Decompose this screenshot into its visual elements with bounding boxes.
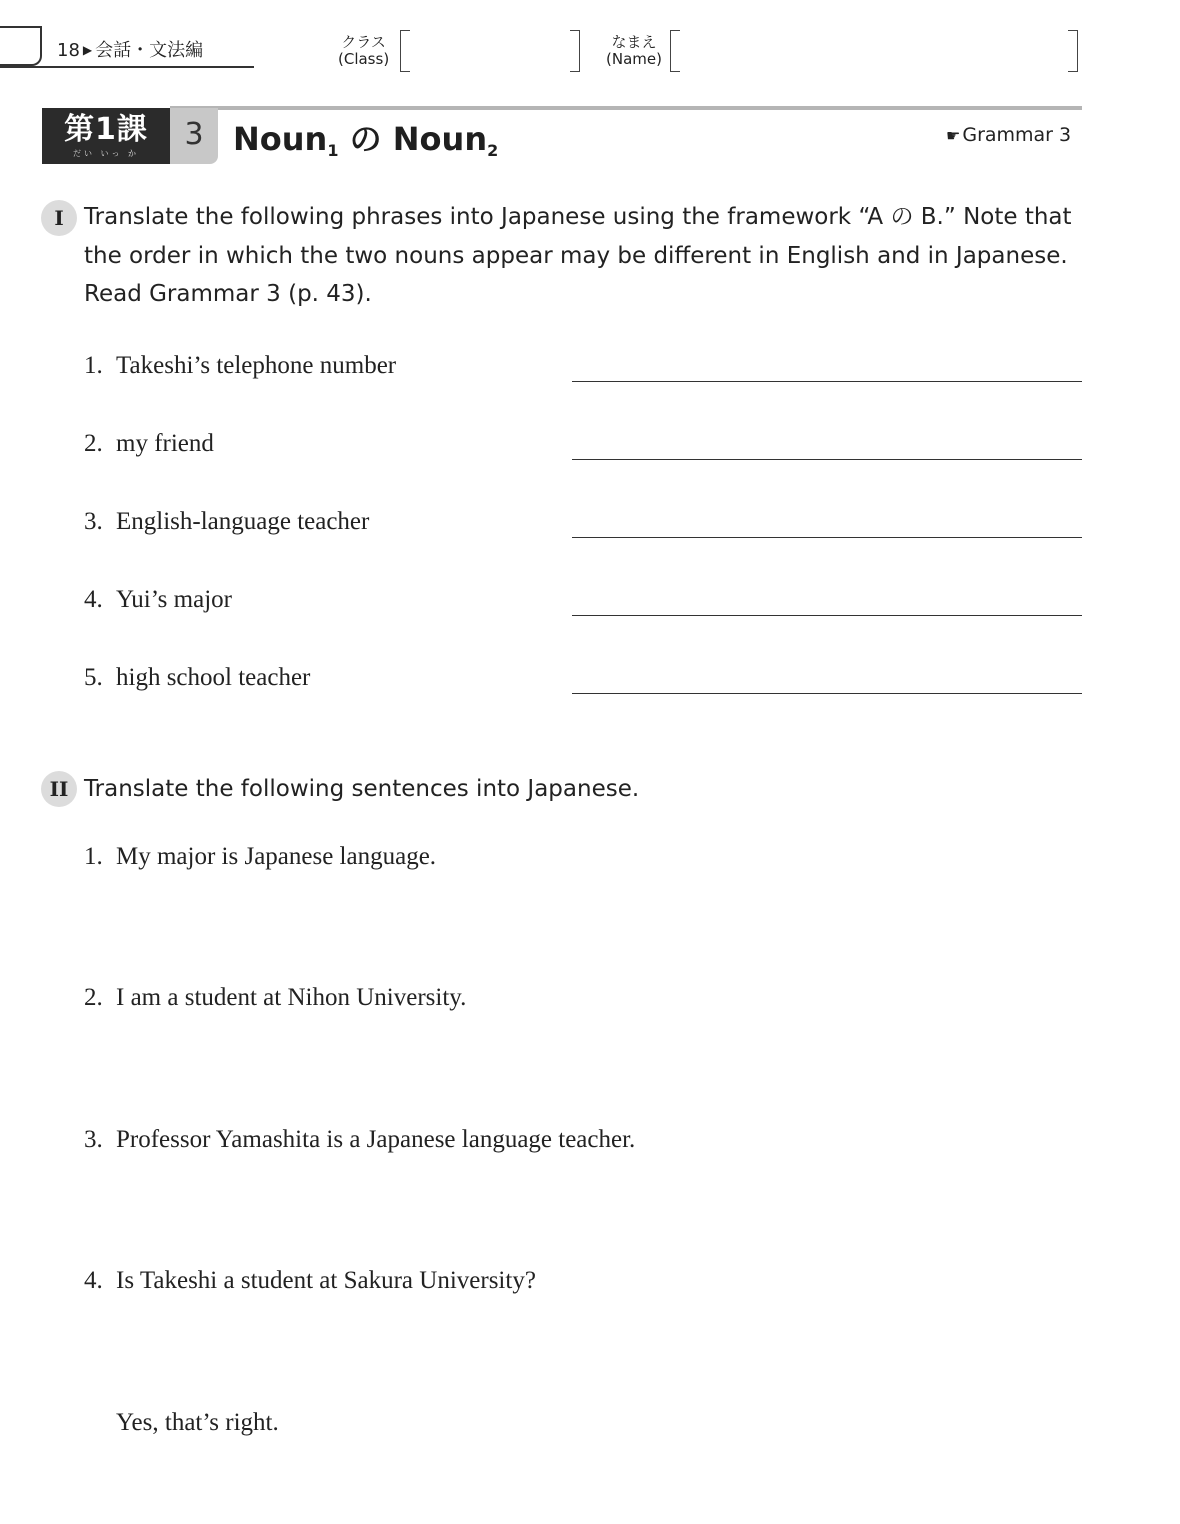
name-label-en: (Name) <box>606 50 662 68</box>
exercise1-instruction <box>84 198 1094 314</box>
page-tab-corner <box>0 26 42 66</box>
topic-particle: の <box>349 120 382 158</box>
item-number: 1. <box>84 843 103 870</box>
instruction-line: Read Grammar 3 (p. 43). <box>84 281 372 307</box>
topic-sub-b: 2 <box>487 141 499 160</box>
header-rule <box>170 106 1082 110</box>
answer-line[interactable] <box>572 459 1082 460</box>
item-text: My major is Japanese language. <box>116 843 437 870</box>
page-header <box>57 36 203 62</box>
class-label-en: (Class) <box>338 50 390 68</box>
topic-noun-a: Noun <box>233 120 328 158</box>
item-text: I am a student at Nihon University. <box>116 984 467 1011</box>
exercise2-numeral: II <box>41 771 77 807</box>
item-text: English-language teacher <box>116 508 370 535</box>
name-field-bracket-left <box>670 30 680 72</box>
exercise1-item <box>84 430 214 458</box>
item-text: Is Takeshi a student at Sakura University? <box>116 1267 536 1294</box>
item-number: 2. <box>84 984 103 1011</box>
name-field-bracket-right <box>1068 30 1078 72</box>
item-number: 1. <box>84 352 103 379</box>
item-number: 3. <box>84 508 103 535</box>
answer-line[interactable] <box>572 615 1082 616</box>
topic-sub-a: 1 <box>327 141 339 160</box>
exercise1-item <box>84 664 310 692</box>
exercise1-item <box>84 586 232 614</box>
class-label-jp: クラス <box>341 33 386 51</box>
exercise2-response: Yes, that’s right. <box>116 1409 279 1436</box>
answer-line[interactable] <box>572 537 1082 538</box>
section-title <box>233 114 498 160</box>
answer-line[interactable] <box>572 381 1082 382</box>
item-text: Yui’s major <box>116 586 232 613</box>
instruction-line: the order in which the two nouns appear may be different in English and in Japanese. <box>84 242 1068 269</box>
exercise1-item <box>84 352 396 380</box>
grammar-reference <box>946 124 1071 146</box>
exercise1-numeral: I <box>41 200 77 236</box>
grammar-ref-label: Grammar 3 <box>962 124 1072 146</box>
name-label <box>606 34 662 68</box>
section-number: 3 <box>170 108 218 164</box>
lesson-badge <box>42 108 170 164</box>
item-text: Takeshi’s telephone number <box>116 352 397 379</box>
name-label-jp: なまえ <box>611 33 657 51</box>
item-number: 4. <box>84 1267 103 1294</box>
arrow-icon: ▶ <box>82 43 93 57</box>
exercise1-item <box>84 508 369 536</box>
item-text: Professor Yamashita is a Japanese language teacher. <box>116 1126 636 1153</box>
lesson-title: 第1課 <box>64 112 148 147</box>
book-section: 会話・文法編 <box>95 40 204 61</box>
item-number: 2. <box>84 430 103 457</box>
exercise2-item <box>84 984 466 1012</box>
exercise2-item <box>84 1267 536 1295</box>
class-label <box>338 34 389 68</box>
item-text: my friend <box>116 430 214 457</box>
class-field-bracket-right <box>570 30 580 72</box>
page-number: 18 <box>57 40 80 61</box>
exercise2-item <box>84 1126 635 1154</box>
item-text: high school teacher <box>116 664 311 691</box>
class-field-bracket-left <box>400 30 410 72</box>
pointing-hand-icon: ☛ <box>946 126 961 145</box>
answer-line[interactable] <box>572 693 1082 694</box>
lesson-ruby: だい いっ か <box>72 149 140 158</box>
exercise2-instruction: Translate the following sentences into Japanese. <box>84 776 640 802</box>
item-number: 4. <box>84 586 103 613</box>
exercise2-item <box>84 843 436 871</box>
item-number: 5. <box>84 664 103 691</box>
topic-noun-b: Noun <box>392 120 488 158</box>
item-number: 3. <box>84 1126 103 1153</box>
instruction-line: Translate the following phrases into Japanese using the framework “A の B.” Note that <box>84 204 1072 230</box>
